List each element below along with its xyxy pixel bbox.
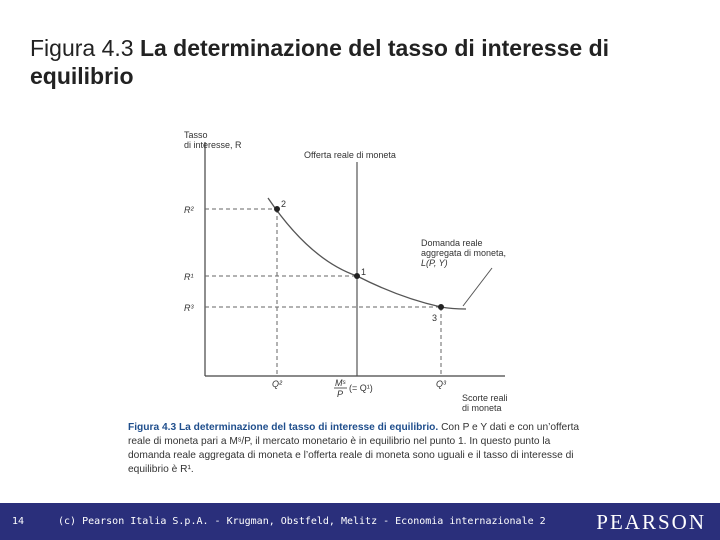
demand-label-line3: L(P, Y): [421, 258, 448, 268]
tick-r2: R²: [184, 205, 194, 215]
footer-bar: [0, 503, 720, 540]
demand-label-line2: aggregata di moneta,: [421, 248, 507, 258]
tick-r3: R³: [184, 303, 194, 313]
x-axis-label-line2: di moneta: [462, 403, 502, 413]
y-axis-label-line1: Tasso: [184, 130, 208, 140]
caption-body: Con P e Y dati e con un’offerta reale di moneta pari a Mˢ/P, il mercato monetario è in equilibrio nel punto 1. In questo punto la domanda reale aggregata di moneta e l’offerta reale di moneta sono uguali e il tasso di interesse di equilibrio è R¹.: [128, 422, 580, 475]
point-3-marker: [438, 304, 444, 310]
slide-title-prefix: Figura 4.3: [30, 35, 140, 61]
point-1-marker: [354, 273, 360, 279]
money-market-diagram: [120, 120, 600, 420]
tick-q2: Q²: [272, 379, 282, 389]
slide-title: [30, 34, 670, 90]
tick-ms-denominator: P: [337, 389, 344, 399]
footer-credits: (c) Pearson Italia S.p.A. - Krugman, Obstfeld, Melitz - Economia internazionale 2: [58, 516, 546, 527]
page-number: 14: [12, 516, 25, 527]
demand-label-pointer: [463, 268, 492, 306]
tick-r1: R¹: [184, 272, 194, 282]
x-axis-label-line1: Scorte reali: [462, 393, 508, 403]
supply-label: Offerta reale di moneta: [304, 150, 396, 160]
y-axis-label-line2: di interesse, R: [184, 140, 242, 150]
point-3-label: 3: [432, 313, 438, 323]
demand-label-line1: Domanda reale: [421, 238, 483, 248]
tick-q3: Q³: [436, 379, 446, 389]
tick-ms-numerator: Mˢ: [335, 378, 346, 388]
figure-caption: [128, 421, 580, 477]
slide-title-text: La determinazione del tasso di interesse di equilibrio: [30, 35, 610, 89]
pearson-logo: PEARSON: [596, 510, 706, 534]
point-2-marker: [274, 206, 280, 212]
point-1-label: 1: [361, 267, 367, 277]
caption-title: Figura 4.3 La determinazione del tasso di interesse di equilibrio.: [128, 422, 439, 433]
tick-ms-equals: (= Q¹): [349, 383, 373, 393]
point-2-label: 2: [281, 199, 287, 209]
